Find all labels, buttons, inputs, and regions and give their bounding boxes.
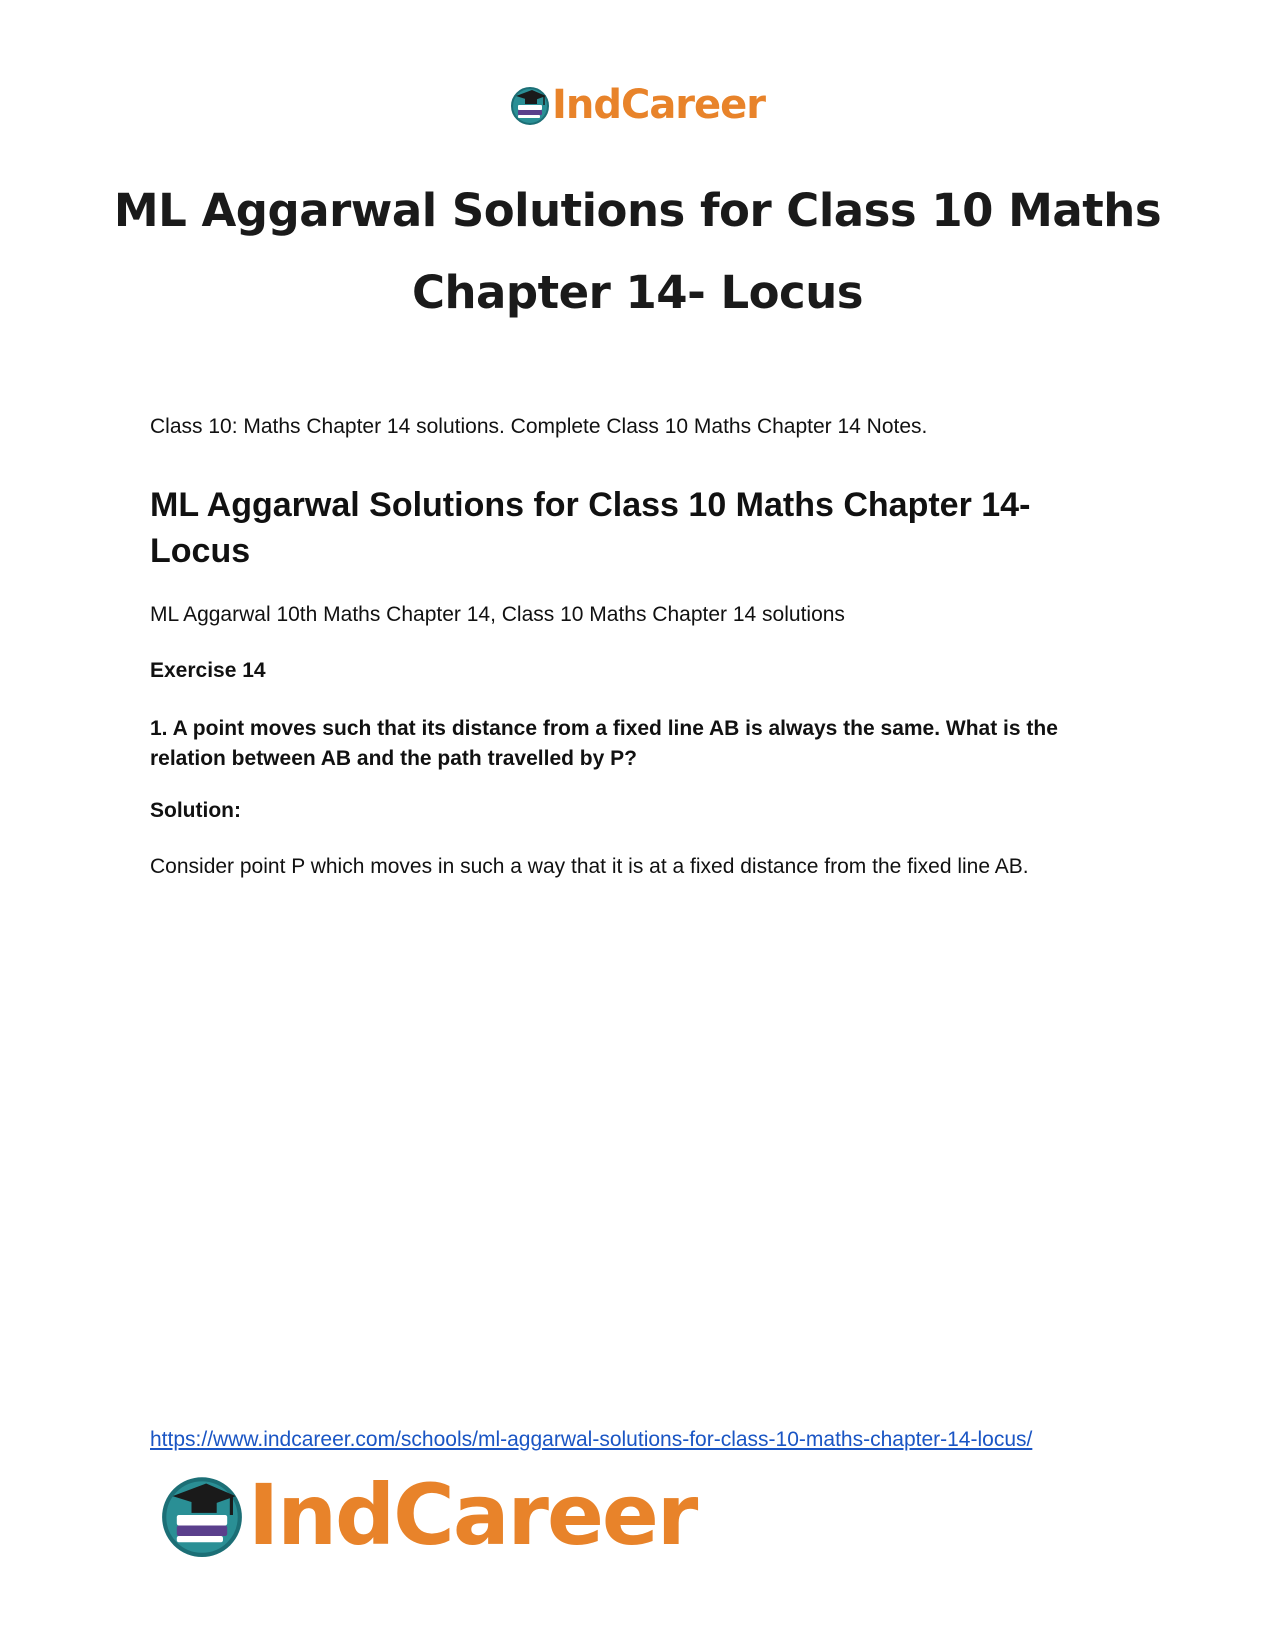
question-text: 1. A point moves such that its distance from a fixed line AB is always the same. What is the relation between AB and the path travelled by P? [150,717,1058,770]
page-title-line-2: Chapter 14- Locus [411,266,864,319]
footer-logo-text: IndCareer [248,1466,697,1564]
page-title-line-1: ML Aggarwal Solutions for Class 10 Maths [113,184,1162,237]
header-logo-container [0,80,1275,130]
header-logo-text: IndCareer [551,82,766,128]
solution-text: Consider point P which moves in such a way that it is at a fixed distance from the fixed line AB. [150,855,1029,878]
solution-label: Solution: [150,799,241,822]
page-title [0,170,1275,334]
section-heading: ML Aggarwal Solutions for Class 10 Maths Chapter 14- Locus [150,486,1031,570]
graduation-book-globe-icon [510,85,550,125]
footer-logo [160,1466,697,1564]
exercise-heading: Exercise 14 [150,659,266,682]
footer-source-link[interactable]: https://www.indcareer.com/schools/ml-aggarwal-solutions-for-class-10-maths-chapter-14-locus/ [150,1428,1033,1451]
intro-text: Class 10: Maths Chapter 14 solutions. Complete Class 10 Maths Chapter 14 Notes. [150,415,928,438]
graduation-book-globe-icon [160,1473,244,1557]
subline-text: ML Aggarwal 10th Maths Chapter 14, Class 10 Maths Chapter 14 solutions [150,603,845,626]
header-logo [510,82,766,128]
